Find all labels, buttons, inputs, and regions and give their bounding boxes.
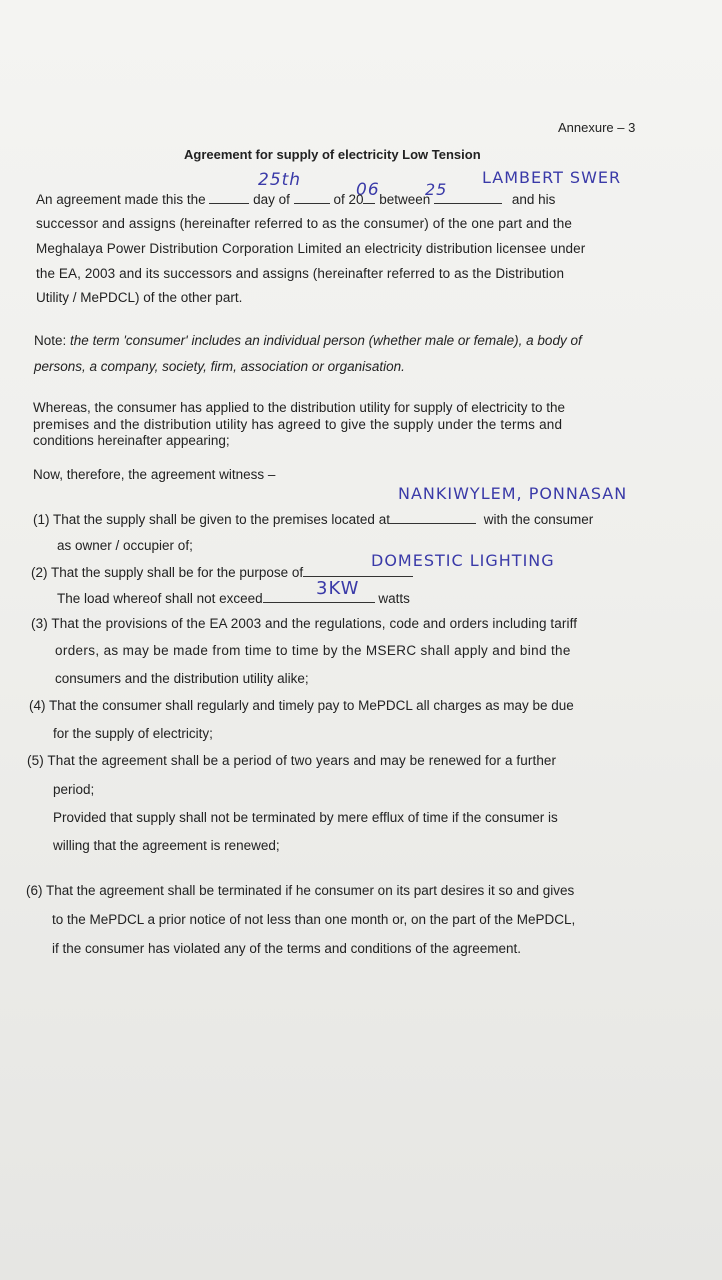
clause-4-line-1: (4) That the consumer shall regularly and timely pay to MePDCL all charges as may be due: [29, 698, 574, 713]
clause-5-line-3: Provided that supply shall not be terminated by mere efflux of time if the consumer is: [53, 810, 558, 825]
clause-4-line-2: for the supply of electricity;: [53, 726, 213, 741]
clause-2-line-1: (2) That the supply shall be for the purpose of: [31, 564, 413, 580]
note-line-1: Note: the term 'consumer' includes an individual person (whether male or female), a body of: [34, 333, 582, 348]
intro-line-1: An agreement made this the day of of 20 between and his: [36, 192, 556, 207]
intro-line-5: Utility / MePDCL) of the other part.: [36, 290, 243, 305]
clause-5-line-1: (5) That the agreement shall be a period of two years and may be renewed for a further: [27, 753, 557, 768]
handwritten-day: 25th: [258, 170, 302, 190]
document-title: Agreement for supply of electricity Low Tension: [184, 147, 481, 162]
clause-6-line-1: (6) That the agreement shall be terminated if he consumer on its part desires it so and gives: [26, 883, 575, 898]
intro-line-4: the EA, 2003 and its successors and assigns (hereinafter referred to as the Distribution: [36, 266, 565, 281]
now-therefore: Now, therefore, the agreement witness –: [33, 467, 276, 482]
handwritten-purpose: DOMESTIC LIGHTING: [371, 551, 555, 570]
clause-2-line-2: The load whereof shall not exceed watts: [57, 591, 410, 606]
whereas-line-1: Whereas, the consumer has applied to the distribution utility for supply of electricity to the: [33, 400, 566, 415]
handwritten-consumer-name: LAMBERT SWER: [482, 168, 622, 187]
clause-5-line-4: willing that the agreement is renewed;: [53, 838, 280, 853]
handwritten-month: 06: [356, 180, 380, 200]
annexure-label: Annexure – 3: [558, 120, 636, 135]
clause-6-line-2: to the MePDCL a prior notice of not less than one month or, on the part of the MePDCL,: [52, 912, 576, 927]
clause-6-line-3: if the consumer has violated any of the terms and conditions of the agreement.: [52, 941, 522, 956]
clause-3-line-3: consumers and the distribution utility alike;: [55, 671, 309, 686]
intro-line-2: successor and assigns (hereinafter referred to as the consumer) of the one part and the: [36, 216, 573, 231]
clause-5-line-2: period;: [53, 782, 95, 797]
handwritten-premises: NANKIWYLEM, PONNASAN: [398, 484, 628, 503]
handwritten-load: 3KW: [316, 578, 360, 599]
intro-line-3: Meghalaya Power Distribution Corporation Limited an electricity distribution licensee under: [36, 241, 586, 256]
note-line-2: persons, a company, society, firm, association or organisation.: [34, 359, 405, 374]
clause-3-line-1: (3) That the provisions of the EA 2003 and the regulations, code and orders including tariff: [31, 616, 578, 631]
whereas-line-3: conditions hereinafter appearing;: [33, 433, 230, 448]
clause-1-line-1: (1) That the supply shall be given to the premises located at with the consumer: [33, 512, 594, 527]
clause-1-line-2: as owner / occupier of;: [57, 538, 193, 553]
handwritten-year: 25: [425, 180, 448, 199]
clause-3-line-2: orders, as may be made from time to time by the MSERC shall apply and bind the: [55, 643, 571, 658]
whereas-line-2: premises and the distribution utility has agreed to give the supply under the terms and: [33, 417, 563, 432]
